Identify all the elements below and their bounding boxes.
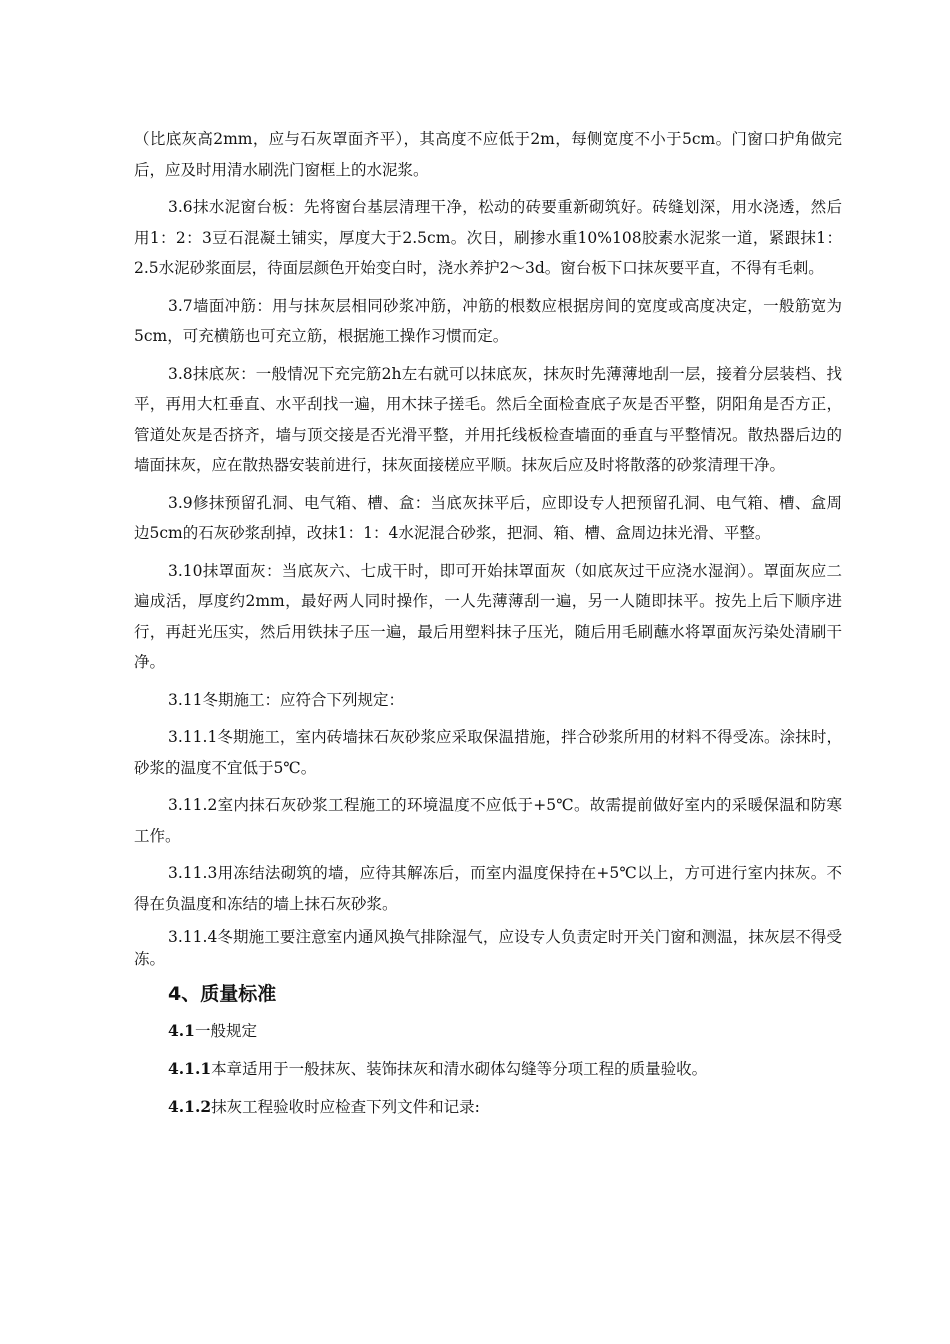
paragraph-3-11-3: 3.11.3用冻结法砌筑的墙，应待其解冻后，而室内温度保持在+5℃以上，方可进行室内抹灰。不得在负温度和冻结的墙上抹石灰砂浆。 [134, 864, 842, 913]
paragraph-corner-protection: （比底灰高2mm，应与石灰罩面齐平），其高度不应低于2m，每侧宽度不小于5cm。门窗口护角做完后，应及时用清水刷洗门窗框上的水泥浆。 [134, 130, 842, 179]
paragraph-3-11-winter-construction: 3.11冬期施工：应符合下列规定： [168, 690, 405, 709]
subsection-4-1-1 [168, 1054, 842, 1084]
paragraph-3-9-openings: 3.9修抹预留孔洞、电气箱、槽、盒：当底灰抹平后，应即设专人把预留孔洞、电气箱、槽、盒周边5cm的石灰砂浆刮掉，改抹1：1：4水泥混合砂浆，把洞、箱、槽、盒周边抹光滑、平整。 [134, 493, 842, 542]
document-body [134, 124, 842, 1130]
paragraph-3-10-finish-coat: 3.10抹罩面灰：当底灰六、七成干时，即可开始抹罩面灰（如底灰过干应浇水湿润）。罩面灰应二遍成活，厚度约2mm，最好两人同时操作，一人先薄薄刮一遍，另一人随即抹平。按先上后下顺序进行，再赶光压实，然后用铁抹子压一遍，最后用塑料抹子压光，随后用毛刷蘸水将罩面灰污染处清刷干净。 [134, 561, 842, 671]
subsection-4-1-2 [168, 1092, 842, 1122]
subsection-number: 4.1.2 [168, 1097, 212, 1116]
paragraph-3-11-2: 3.11.2室内抹石灰砂浆工程施工的环境温度不应低于+5℃。故需提前做好室内的采暖保温和防寒工作。 [134, 796, 842, 845]
subsection-number: 4.1 [168, 1021, 195, 1040]
subsection-4-1 [168, 1016, 842, 1046]
subsection-text: 抹灰工程验收时应检查下列文件和记录: [211, 1098, 480, 1116]
subsection-text: 本章适用于一般抹灰、装饰抹灰和清水砌体勾缝等分项工程的质量验收。 [211, 1060, 708, 1078]
section-heading-quality-standards: 4、质量标准 [168, 983, 277, 1005]
paragraph-3-11-4: 3.11.4冬期施工要注意室内通风换气排除湿气，应设专人负责定时开关门窗和测温，抹灰层不得受冻。 [134, 928, 842, 968]
subsection-number: 4.1.1 [168, 1059, 212, 1078]
paragraph-3-7-wall-screeding: 3.7墙面冲筋：用与抹灰层相同砂浆冲筋，冲筋的根数应根据房间的宽度或高度决定，一般筋宽为5cm，可充横筋也可充立筋，根据施工操作习惯而定。 [134, 296, 842, 345]
subsection-text: 一般规定 [194, 1022, 257, 1040]
paragraph-3-6-window-sill: 3.6抹水泥窗台板：先将窗台基层清理干净，松动的砖要重新砌筑好。砖缝划深，用水浇透，然后用1：2：3豆石混凝土铺实，厚度大于2.5cm。次日，刷掺水重10%108胶素水泥浆一道，紧跟抹1：2.5水泥砂浆面层，待面层颜色开始变白时，浇水养护2～3d。窗台板下口抹灰要平直，不得有毛刺。 [134, 198, 842, 277]
paragraph-3-11-1: 3.11.1冬期施工，室内砖墙抹石灰砂浆应采取保温措施，拌合砂浆所用的材料不得受冻。涂抹时，砂浆的温度不宜低于5℃。 [134, 728, 842, 777]
paragraph-3-8-base-coat: 3.8抹底灰：一般情况下充完筋2h左右就可以抹底灰，抹灰时先薄薄地刮一层，接着分层装档、找平，再用大杠垂直、水平刮找一遍，用木抹子搓毛。然后全面检查底子灰是否平整，阴阳角是否方正，管道处灰是否挤齐，墙与顶交接是否光滑平整，并用托线板检查墙面的垂直与平整情况。散热器后边的墙面抹灰，应在散热器安装前进行，抹灰面接槎应平顺。抹灰后应及时将散落的砂浆清理干净。 [134, 364, 842, 474]
